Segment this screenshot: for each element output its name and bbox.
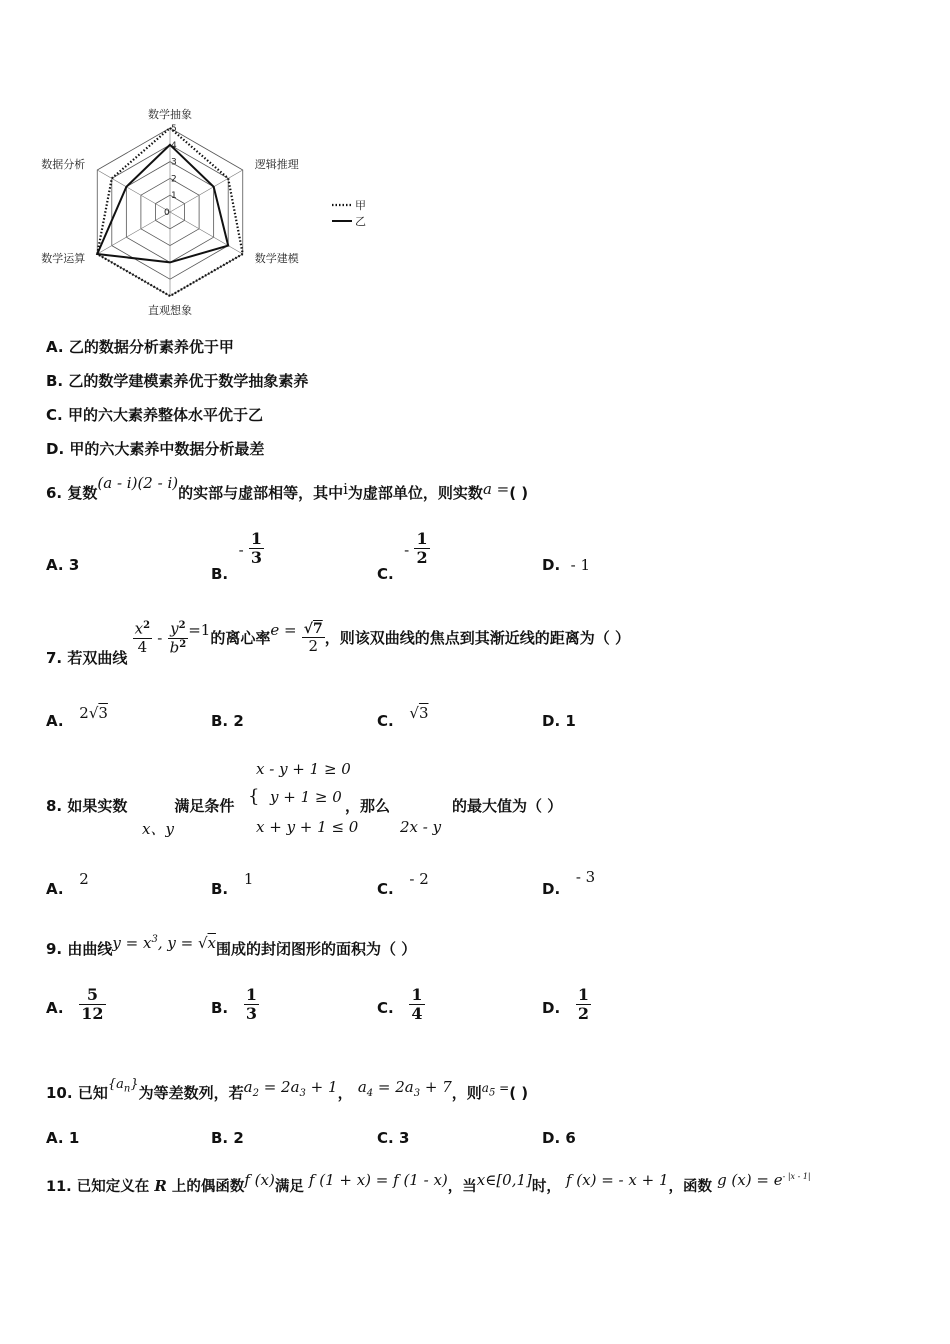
q10-stem: 10. 已知$\{a_n\}$为等差数列，若$a_2 = 2a_3 + 1$， $a_4 = 2a_3 + 7$，则$^{a_5 =}$( ) — [46, 1077, 529, 1102]
q6-c-fraction: $\frac{1}{2}$ — [416, 529, 428, 568]
q5-option-a: A. 乙的数据分析素养优于甲 — [46, 338, 234, 356]
q7-stem: 7. 若双曲线 $\frac{x^2}{4}$ - $\frac{y^2}{b^2}$ =1的离心率e = $\frac{√7}{2}$ ，则该双曲线的焦点到其渐近线的距离为（ ） — [46, 619, 630, 667]
q10-option-d: D. 6 — [542, 1129, 576, 1147]
q5-option-c: C. 甲的六大素养整体水平优于乙 — [46, 406, 263, 424]
radar-spoke — [170, 170, 243, 212]
q5-option-b: B. 乙的数学建模素养优于数学抽象素养 — [46, 372, 309, 390]
q10-option-b: B. 2 — [211, 1129, 244, 1147]
q6-option-a: A. 3 — [46, 556, 80, 574]
q11-stem: 11. 已知定义在 R 上的偶函数f (x)满足 f (1 + x) = f (1 - x)，当x∈[0,1]时， f (x) = - x + 1，函数 g $(x) = e^{- |x - 1|}$ — [46, 1171, 811, 1195]
radar-axis-label: 数学运算 — [41, 252, 86, 265]
q8-brace: { — [248, 786, 260, 807]
radar-zero-label: 0 — [164, 208, 170, 218]
q7-option-d: D. 1 — [542, 712, 576, 730]
radar-tick-label: 1 — [171, 191, 177, 202]
radar-spoke — [97, 170, 170, 212]
radar-axis-label: 数据分析 — [41, 158, 86, 171]
q7-option-a: A. 2√3 — [46, 704, 108, 730]
radar-tick-label: 5 — [171, 124, 177, 134]
q8-vars: x、y — [142, 820, 174, 838]
radar-legend — [332, 199, 366, 228]
q10-option-a: A. 1 — [46, 1129, 80, 1147]
q8-target: 2x - y — [400, 818, 442, 836]
radar-series-2 — [97, 145, 228, 263]
radar-spoke — [97, 212, 170, 254]
q9-option-c: C. $\frac{1}{4}$ — [377, 985, 423, 1024]
legend-label-2: 乙 — [355, 215, 366, 228]
q8-constraint-2: y + 1 ≥ 0 — [270, 788, 342, 806]
q6-option-d: D. - 1 — [542, 556, 590, 574]
radar-axis-label: 数学建模 — [254, 252, 299, 265]
q8-constraint-1: x - y + 1 ≥ 0 — [256, 760, 351, 778]
radar-spoke — [170, 212, 243, 254]
q6-stem: 6. 复数(a - i)(2 - i)的实部与虚部相等，其中i为虚部单位，则实数a =( ) — [46, 474, 529, 502]
q9-option-a: A. $\frac{5}{12}$ — [46, 985, 104, 1024]
q8-option-a: A. 2 — [46, 870, 89, 898]
q9-option-b: B. $\frac{1}{3}$ — [211, 985, 257, 1024]
q9-stem: 9. 由曲线$y = x^3$, y = √x围成的封闭图形的面积为（ ） — [46, 934, 417, 958]
q6-option-b: B. - $\frac{1}{3}$ — [211, 529, 263, 584]
radar-axis-label: 数学抽象 — [148, 108, 192, 121]
q9-option-d: D. $\frac{1}{2}$ — [542, 985, 589, 1024]
q5-option-d: D. 甲的六大素养中数据分析最差 — [46, 440, 265, 458]
radar-tick-label: 4 — [171, 140, 177, 151]
radar-tick-label: 3 — [171, 157, 177, 168]
q8-option-d: D. - 3 — [542, 868, 596, 898]
q8-option-b: B. 1 — [211, 870, 254, 898]
q10-option-c: C. 3 — [377, 1129, 410, 1147]
legend-label-1: 甲 — [355, 199, 366, 212]
radar-axis-label: 逻辑推理 — [254, 158, 299, 171]
q8-then: ，那么 — [345, 797, 391, 815]
radar-tick-label: 2 — [171, 174, 177, 185]
radar-axis-label: 直观想象 — [148, 304, 192, 317]
q8-stem: 8. 如果实数 满足条件 — [46, 797, 235, 815]
q7-option-c: C. √3 — [377, 704, 429, 730]
q7-option-b: B. 2 — [211, 712, 244, 730]
q6-option-c: C. - $\frac{1}{2}$ — [377, 529, 428, 584]
radar-chart — [40, 100, 380, 320]
q8-end: 的最大值为（ ） — [452, 797, 563, 815]
q8-constraint-3: x + y + 1 ≤ 0 — [256, 818, 359, 836]
q8-option-c: C. - 2 — [377, 870, 429, 898]
q6-b-fraction: $\frac{1}{3}$ — [250, 529, 263, 568]
radar-grid — [97, 124, 242, 296]
